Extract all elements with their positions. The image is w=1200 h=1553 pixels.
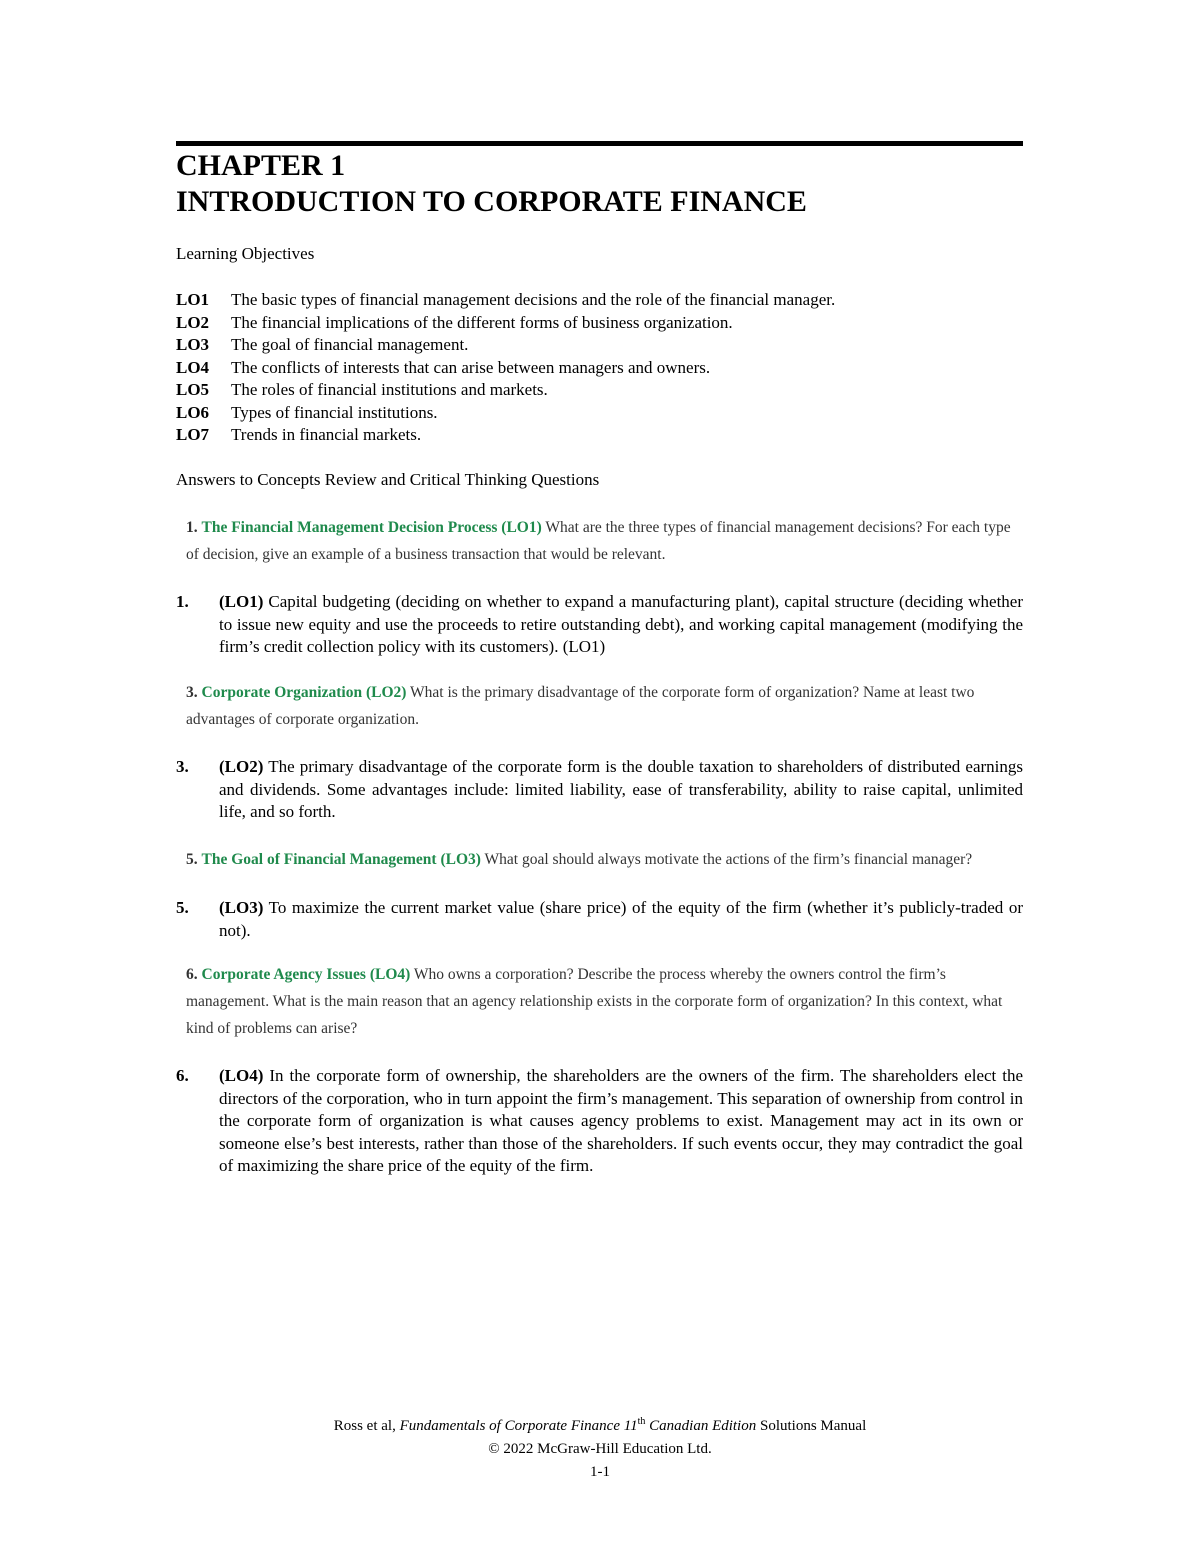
answers-heading: Answers to Concepts Review and Critical Thinking Questions <box>176 470 600 489</box>
question-body: Who owns a corporation? Describe the process whereby the owners control the firm’s management. What is the main reason that an agency relationship exists in the corporate form of organization? In this context, what kind of problems can arise? <box>186 966 1003 1037</box>
footer-edition: Canadian Edition <box>645 1418 757 1434</box>
lo-text: Types of financial institutions. <box>231 402 438 422</box>
lo-text: Trends in financial markets. <box>231 425 422 444</box>
question-block <box>186 514 1026 568</box>
answer-text: Capital budgeting (deciding on whether to expand a manufacturing plant), capital structure (deciding whether to issue new equity and use the proceeds to retire outstanding debt), and working capital management (modifying the firm’s credit collection policy with its customers). (LO1) <box>219 592 1023 656</box>
question-body: What is the primary disadvantage of the corporate form of organization? Name at least two advantages of corporate organization. <box>186 684 975 728</box>
question-block <box>186 846 1026 873</box>
lo-code: LO1 <box>176 290 210 309</box>
lo-code: LO4 <box>176 357 210 377</box>
lo-text: The financial implications of the different forms of business organization. <box>231 312 733 332</box>
question-title: The Goal of Financial Management (LO3) <box>201 851 481 868</box>
answer-number: 3. <box>176 757 189 776</box>
answer-block <box>176 897 1023 942</box>
lo-code: LO5 <box>176 380 210 399</box>
learning-objective-item <box>176 379 835 402</box>
answer-text-container <box>219 756 1023 824</box>
question-number: 6. <box>186 966 198 983</box>
answer-block <box>176 591 1023 659</box>
answer-text: To maximize the current market value (share price) of the equity of the firm (whether it’s publicly-traded or not). <box>219 898 1023 940</box>
learning-objectives-list <box>176 289 835 447</box>
lo-code: LO3 <box>176 335 210 354</box>
footer-edition-sup: th <box>637 1416 646 1427</box>
answer-text-container <box>219 897 1023 942</box>
learning-objective-item <box>176 357 835 380</box>
answer-text: The primary disadvantage of the corporate form is the double taxation to shareholders of distributed earnings and dividends. Some advantages include: limited liability, ease of transferability, ability to raise capital, unlimited life, and so forth. <box>219 757 1023 821</box>
lo-text: The roles of financial institutions and markets. <box>231 380 548 399</box>
lo-text: The conflicts of interests that can arise between managers and owners. <box>231 357 711 377</box>
answer-number: 5. <box>176 898 189 917</box>
chapter-heading <box>176 148 807 220</box>
learning-objective-item <box>176 289 835 312</box>
chapter-title: INTRODUCTION TO CORPORATE FINANCE <box>176 185 807 218</box>
footer-suffix: Solutions Manual <box>756 1418 867 1434</box>
lo-text: The goal of financial management. <box>231 335 469 354</box>
answer-text: In the corporate form of ownership, the shareholders are the owners of the firm. The shareholders elect the directors of the corporation, who in turn appoint the firm’s management. This separation of ownership from control in the corporate form of organization is what causes agency problems to exist. Management may act in its own or someone else’s best interests, rather than those of the shareholders. If such events occur, they may contradict the goal of maximizing the share price of the equity of the firm. <box>219 1066 1024 1175</box>
question-number: 1. <box>186 519 198 536</box>
answer-text-container <box>219 1065 1023 1178</box>
learning-objective-item <box>176 402 835 425</box>
question-number: 5. <box>186 851 198 868</box>
answer-number: 6. <box>176 1066 189 1085</box>
question-title: Corporate Organization (LO2) <box>201 684 407 701</box>
answer-lo-tag: (LO3) <box>219 898 264 917</box>
answer-lo-tag: (LO2) <box>219 757 264 776</box>
answer-block <box>176 1065 1023 1178</box>
answer-block <box>176 756 1023 824</box>
learning-objective-item <box>176 312 835 335</box>
lo-code: LO2 <box>176 312 210 332</box>
answer-number: 1. <box>176 592 189 611</box>
question-body: What are the three types of financial management decisions? For each type of decision, give an example of a business transaction that would be relevant. <box>186 519 1011 563</box>
chapter-number: CHAPTER 1 <box>176 149 346 182</box>
footer-book-title: Fundamentals of Corporate Finance 11 <box>399 1418 638 1434</box>
footer-copyright: © 2022 McGraw-Hill Education Ltd. <box>488 1441 712 1457</box>
page-number: 1-1 <box>590 1464 610 1480</box>
lo-code: LO6 <box>176 402 210 422</box>
question-title: The Financial Management Decision Process (LO1) <box>201 519 542 536</box>
lo-text: The basic types of financial management decisions and the role of the financial manager. <box>231 290 836 309</box>
learning-objective-item <box>176 424 835 447</box>
question-body: What goal should always motivate the actions of the firm’s financial manager? <box>484 851 973 868</box>
answer-text-container <box>219 591 1023 659</box>
answer-lo-tag: (LO1) <box>219 592 264 611</box>
footer-citation <box>0 1417 1200 1436</box>
question-number: 3. <box>186 684 198 701</box>
learning-objectives-heading: Learning Objectives <box>176 244 315 263</box>
question-title: Corporate Agency Issues (LO4) <box>201 966 411 983</box>
answer-lo-tag: (LO4) <box>219 1066 264 1085</box>
chapter-top-rule <box>176 141 1023 146</box>
question-block <box>186 961 1026 1042</box>
footer-prefix: Ross et al, <box>333 1418 400 1434</box>
lo-code: LO7 <box>176 425 210 444</box>
learning-objective-item <box>176 334 835 357</box>
question-block <box>186 679 1026 733</box>
